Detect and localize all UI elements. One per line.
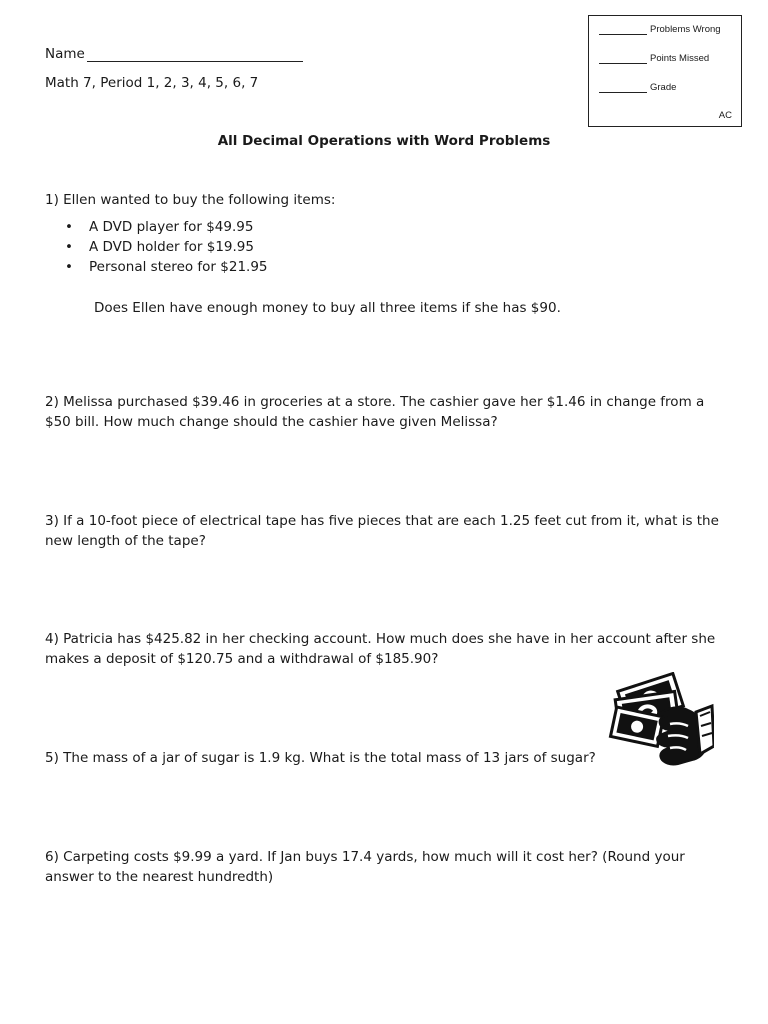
question-1-prompt: Does Ellen have enough money to buy all three items if she has $90. xyxy=(94,300,561,316)
question-1-item-list xyxy=(45,217,268,277)
list-item xyxy=(45,217,268,237)
question-4: 4) Patricia has $425.82 in her checking account. How much does she have in her account after she makes a deposit of $120.75 and a withdrawal of $185.90? xyxy=(45,631,716,667)
question-1-intro: 1) Ellen wanted to buy the following items: xyxy=(45,192,336,208)
list-item-text: A DVD holder for $19.95 xyxy=(89,239,254,255)
hand-holding-money-icon xyxy=(608,672,714,768)
worksheet-title: All Decimal Operations with Word Problems xyxy=(217,133,551,149)
bullet-icon: • xyxy=(65,259,73,275)
problems-wrong-label: Problems Wrong xyxy=(650,24,721,35)
points-missed-label: Points Missed xyxy=(650,53,710,64)
problems-wrong-blank[interactable] xyxy=(599,25,647,35)
question-2: 2) Melissa purchased $39.46 in groceries at a store. The cashier gave her $1.46 in change from a $50 bill. How much change should the cashier have given Melissa? xyxy=(45,394,705,430)
list-item-text: A DVD player for $49.95 xyxy=(89,219,254,235)
list-item xyxy=(45,257,268,277)
class-info: Math 7, Period 1, 2, 3, 4, 5, 6, 7 xyxy=(45,75,259,91)
name-field-row xyxy=(45,46,303,62)
question-5: 5) The mass of a jar of sugar is 1.9 kg. What is the total mass of 13 jars of sugar? xyxy=(45,750,596,766)
grade-blank[interactable] xyxy=(599,83,647,93)
points-missed-row xyxy=(599,53,709,64)
bullet-icon: • xyxy=(65,239,73,255)
question-6: 6) Carpeting costs $9.99 a yard. If Jan buys 17.4 yards, how much will it cost her? (Round your answer to the nearest hundredth) xyxy=(45,849,685,885)
grade-label: Grade xyxy=(650,82,677,93)
points-missed-blank[interactable] xyxy=(599,54,647,64)
score-box xyxy=(588,15,742,127)
problems-wrong-row xyxy=(599,24,721,35)
name-blank[interactable] xyxy=(87,47,303,62)
list-item-text: Personal stereo for $21.95 xyxy=(89,259,268,275)
grade-row xyxy=(599,82,676,93)
score-initials: AC xyxy=(718,110,732,121)
bullet-icon: • xyxy=(65,219,73,235)
question-3: 3) If a 10-foot piece of electrical tape has five pieces that are each 1.25 feet cut from it, what is the new length of the tape? xyxy=(45,513,719,549)
list-item xyxy=(45,237,268,257)
name-label: Name xyxy=(45,46,85,62)
